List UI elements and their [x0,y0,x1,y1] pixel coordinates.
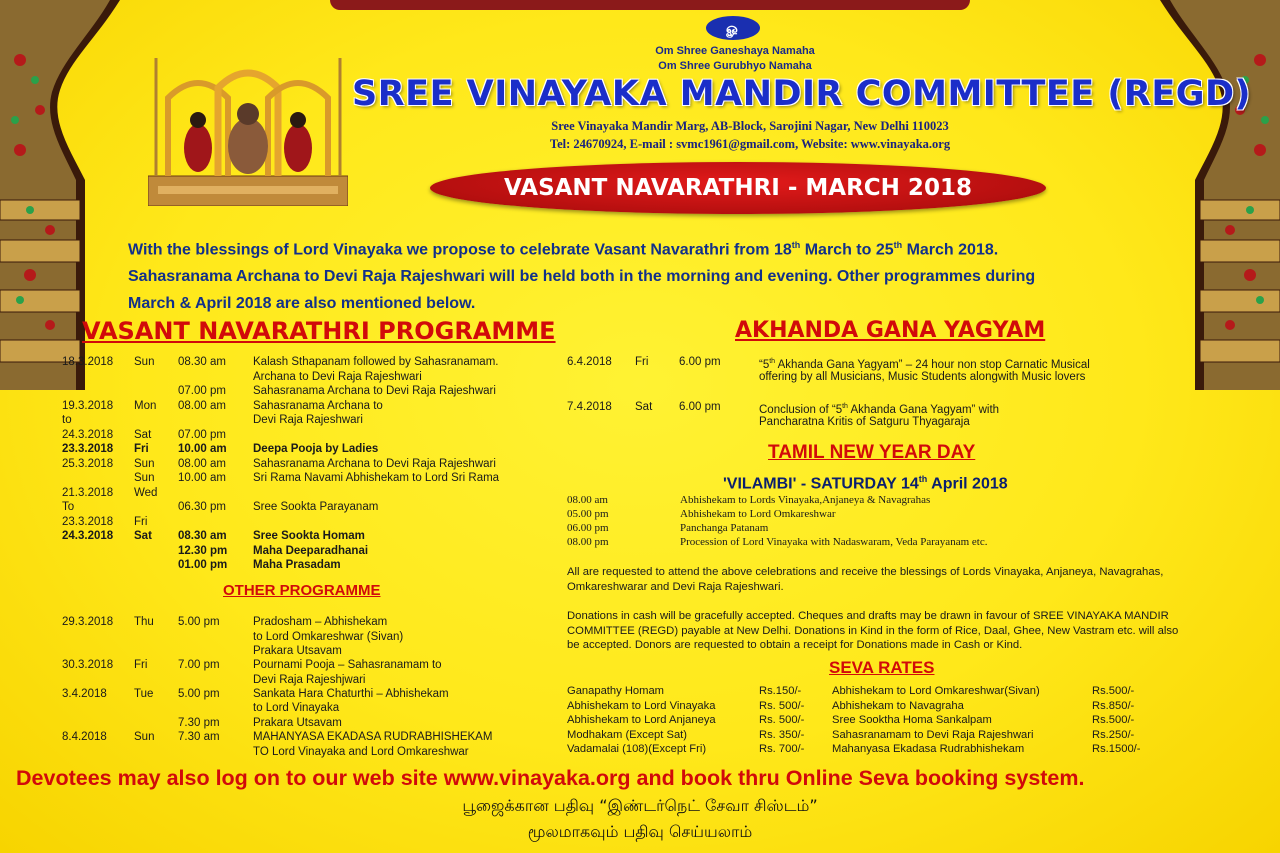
row-event: Sahasranama Archana to Devi Raja Rajeshwari [253,385,496,397]
seva-right-rate: Rs.850/- [1092,699,1135,712]
schedule-event: Abhishekam to Lord Omkareshwar [680,508,836,520]
seva-left-name: Modhakam (Except Sat) [567,728,688,741]
row-time: 10.00 am [178,472,226,484]
row-date: 3.4.2018 [62,687,107,700]
row-date: To [62,501,75,513]
seva-rates-table [567,684,1167,759]
row-event: to Lord Omkareshwar (Sivan) [253,630,404,643]
seva-left-rate: Rs. 350/- [759,728,805,741]
row-event: MAHANYASA EKADASA RUDRABHISHEKAM [253,731,493,743]
seva-right-rate: Rs.1500/- [1092,743,1141,755]
seva-right-name: Abhishekam to Navagraha [832,699,964,712]
row-date: 25.3.2018 [62,457,114,470]
seva-left-rate: Rs. 500/- [759,714,805,726]
seva-left-name: Ganapathy Homam [567,685,665,697]
row-date: 29.3.2018 [62,616,114,628]
seva-right-rate: Rs.500/- [1092,714,1135,726]
intro-paragraph: With the blessings of Lord Vinayaka we propose to celebrate Vasant Navarathri from 18th March to 25th March 2018. Sahasranama Archana to Devi Raja Rajeshwari will be held both in the morning and evening. Other programmes during March & April 2018 are also mentioned below. [128,240,1036,313]
row-day: Sun [134,731,155,743]
row-day: Sat [134,530,152,542]
row-date: 23.3.2018 [62,443,114,455]
vilambi-date: 'VILAMBI' - SATURDAY 14th April 2018 [723,474,1008,493]
row-date: to [62,414,72,426]
row-day: Fri [134,443,149,455]
page-title: SREE VINAYAKA MANDIR COMMITTEE (REGD) [352,74,1252,114]
row-date: 24.3.2018 [62,530,114,542]
schedule-time: 08.00 pm [567,536,609,548]
row-event: Sri Rama Navami Abhishekam to Lord Sri Rama [253,472,500,484]
seva-right-name: Abhishekam to Lord Omkareshwar(Sivan) [832,685,1040,697]
seva-left-rate: Rs.150/- [759,685,802,697]
row-day: Mon [134,399,157,412]
row-time: 7.30 am [178,731,220,743]
donation-note: Donations in cash will be gracefully accepted. Cheques and drafts may be drawn in favour of SREE VINAYAKA MANDIR COMMITTEE (REGD) payable at New Delhi. Donations in Kind in the form of Rice, Daal, Ghee, New Vastram etc. will also be accepted. Donors are requested to obtain a receipt for Donations made in Cash or Kind. [567,610,1179,651]
row-day: Thu [134,616,154,628]
seva-left-name: Abhishekam to Lord Vinayaka [567,699,716,712]
row-date: 19.3.2018 [62,399,114,412]
row-event: Pradosham – Abhishekam [253,616,388,628]
akhanda-heading: AKHANDA GANA YAGYAM [735,318,1046,343]
seva-left-rate: Rs. 500/- [759,699,805,712]
row-event: Sahasranama Archana to [253,399,383,412]
row-event: TO Lord Vinayaka and Lord Omkareshwar [253,745,469,758]
row-date: 8.4.2018 [62,731,107,743]
row-time: 07.00 pm [178,385,226,397]
row-day: Tue [134,687,154,700]
om-logo: ௐ [706,16,760,40]
row-event: Devi Raja Rajeshjwari [253,673,366,686]
row-day: Sun [134,472,155,484]
row-event: Sahasranama Archana to Devi Raja Rajeshwari [253,457,496,470]
seva-right-rate: Rs.250/- [1092,728,1135,741]
seva-right-name: Sahasranamam to Devi Raja Rajeshwari [832,728,1034,741]
seva-right-name: Sree Sooktha Homa Sankalpam [832,714,992,726]
schedule-event: Procession of Lord Vinayaka with Nadaswaram, Veda Parayanam etc. [680,536,988,548]
row-day: Fri [134,659,148,671]
row-event: Devi Raja Rajeshwari [253,414,363,426]
row-event: Sree Sookta Parayanam [253,501,379,513]
seva-left-name: Vadamalai (108)(Except Fri) [567,743,707,755]
event-banner: VASANT NAVARATHRI - MARCH 2018 [430,162,1046,214]
schedule-time: 08.00 am [567,494,608,506]
seva-left-rate: Rs. 700/- [759,743,805,755]
row-day: Sun [134,457,155,470]
row-date: 21.3.2018 [62,486,114,499]
tamil-notice-line-1: பூஜைக்கான பதிவு “இண்டர்நெட் சேவா சிஸ்டம்” [462,796,818,815]
attendance-note: All are requested to attend the above celebrations and receive the blessings of Lords Vinayaka, Anjaneya, Navagrahas, Omkareshwarar and Devi Raja Rajeshwari. [567,566,1164,593]
deity-shrine-image [148,58,348,206]
mantra-line-1: Om Shree Ganeshaya Namaha [655,45,815,57]
other-programme-schedule [0,615,560,760]
schedule-event: Panchanga Patanam [680,522,769,534]
row-time: 08.00 am [178,399,226,412]
seva-right-rate: Rs.500/- [1092,685,1135,697]
schedule-time: 06.00 pm [567,522,609,534]
schedule-time: 05.00 pm [567,508,609,520]
row-time: 7.30 pm [178,716,220,729]
navarathri-heading: VASANT NAVARATHRI PROGRAMME [82,317,556,345]
row-time: 5.00 pm [178,687,220,700]
row-event: Prakara Utsavam [253,645,342,657]
row-time: 08.30 am [178,530,227,542]
row-event: to Lord Vinayaka [253,702,340,714]
row-time: 7.00 pm [178,659,220,671]
row-time: 07.00 pm [178,428,226,441]
row-date: 18.3.2018 [62,356,114,368]
row-time: 06.30 pm [178,501,226,513]
row-date: 24.3.2018 [62,428,114,441]
address: Sree Vinayaka Mandir Marg, AB-Block, Sarojini Nagar, New Delhi 110023 [551,119,949,133]
schedule-event: Abhishekam to Lords Vinayaka,Anjaneya & Navagrahas [680,494,931,506]
online-booking-notice: Devotees may also log on to our web site www.vinayaka.org and book thru Online Seva booking system. [16,766,1085,790]
row-time: 10.00 am [178,443,227,455]
navarathri-schedule [0,355,560,575]
row-date: 30.3.2018 [62,659,114,671]
row-time: 01.00 pm [178,559,228,571]
right-pillar-decoration [1160,0,1280,390]
tamil-new-year-schedule [567,493,1167,553]
row-time: 12.30 pm [178,544,228,557]
row-event: Maha Prasadam [253,559,341,571]
mantra-line-2: Om Shree Gurubhyo Namaha [658,60,812,72]
row-day: Wed [134,486,158,499]
row-time: 08.30 am [178,356,226,368]
row-event: Deepa Pooja by Ladies [253,443,379,455]
top-arch-band [330,0,970,10]
row-time: 08.00 am [178,457,226,470]
row-date: 23.3.2018 [62,515,114,528]
other-programme-heading: OTHER PROGRAMME [223,582,381,599]
seva-rates-heading: SEVA RATES [829,658,935,677]
row-event: Archana to Devi Raja Rajeshwari [253,370,422,383]
tamil-notice-line-2: மூலமாகவும் பதிவு செய்யலாம் [527,822,753,841]
row-event: Prakara Utsavam [253,716,342,729]
row-time: 5.00 pm [178,616,220,628]
seva-left-name: Abhishekam to Lord Anjaneya [567,714,716,726]
row-day: Sat [134,428,152,441]
contact-info: Tel: 24670924, E-mail : svmc1961@gmail.com, Website: www.vinayaka.org [549,137,951,151]
tamil-new-year-heading: TAMIL NEW YEAR DAY [768,442,976,463]
row-day: Sun [134,356,155,368]
row-event: Kalash Sthapanam followed by Sahasranamam. [253,356,499,368]
row-event: Sankata Hara Chaturthi – Abhishekam [253,687,449,700]
row-event: Pournami Pooja – Sahasranamam to [253,659,442,671]
seva-right-name: Mahanyasa Ekadasa Rudrabhishekam [832,743,1025,755]
row-day: Fri [134,515,148,528]
row-event: Maha Deeparadhanai [253,544,369,557]
row-event: Sree Sookta Homam [253,530,365,542]
